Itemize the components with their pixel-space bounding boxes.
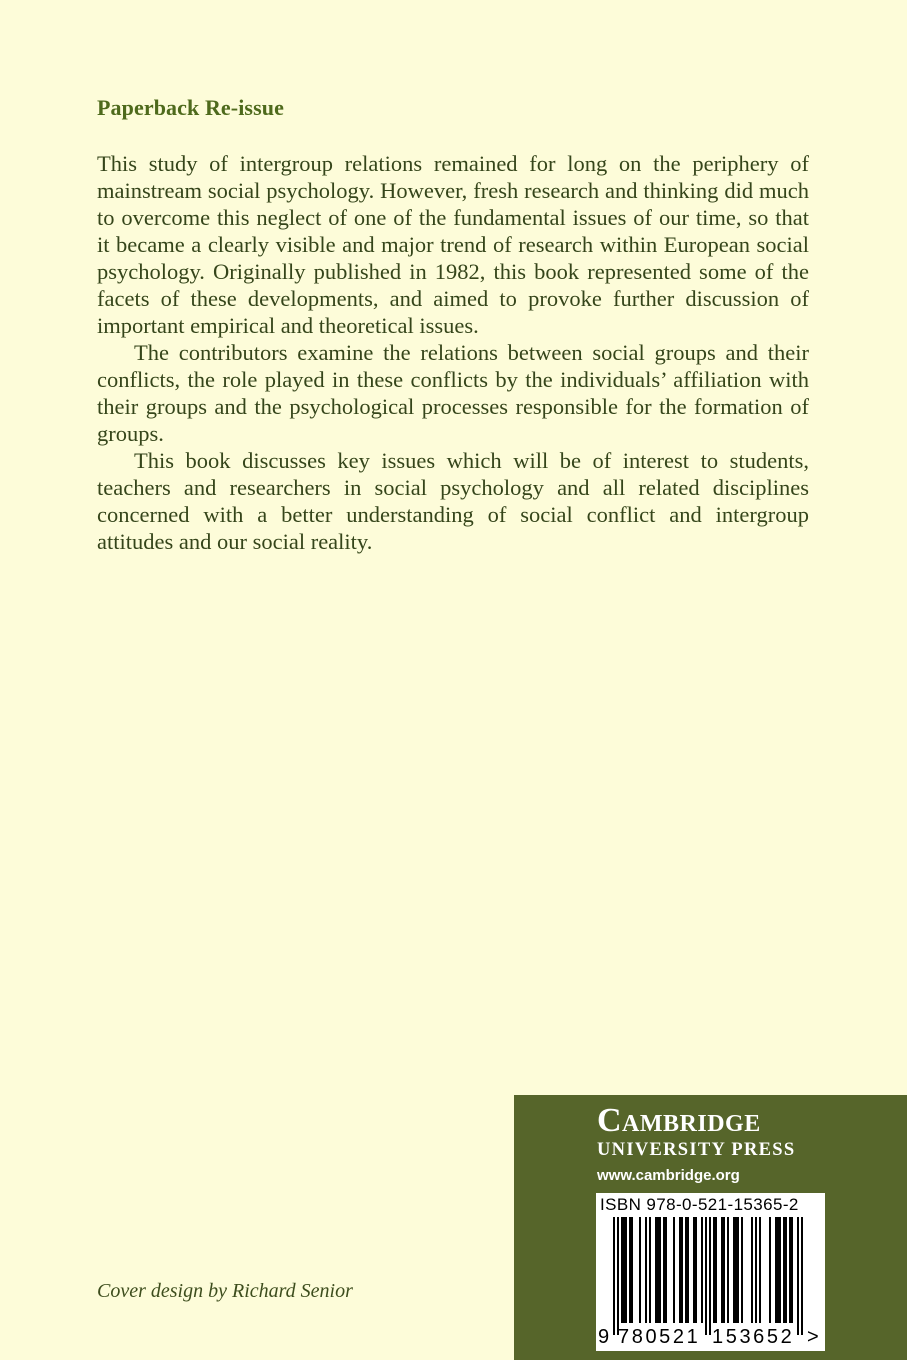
barcode-bar <box>645 1217 647 1323</box>
barcode-bar <box>733 1217 735 1323</box>
cover-design-credit: Cover design by Richard Senior <box>97 1280 353 1302</box>
publisher-logo: Cambridge <box>597 1102 761 1139</box>
isbn-label: ISBN 978-0-521-15365-2 <box>600 1195 799 1214</box>
barcode-guard-bar <box>617 1217 619 1335</box>
barcode-guard-bar <box>801 1217 803 1335</box>
barcode-bar <box>665 1217 667 1323</box>
barcode-bar <box>735 1217 737 1323</box>
barcode-bar <box>741 1217 743 1323</box>
barcode-bar <box>629 1217 631 1323</box>
barcode-bar <box>727 1217 729 1323</box>
barcode-bar <box>685 1217 687 1323</box>
barcode-bar <box>659 1217 661 1323</box>
barcode-guard-bar <box>709 1217 711 1335</box>
blurb-text <box>97 150 809 555</box>
publisher-subtitle: UNIVERSITY PRESS <box>597 1140 796 1160</box>
barcode-bar <box>663 1217 665 1323</box>
barcode-bar <box>759 1217 761 1323</box>
publisher-website: www.cambridge.org <box>597 1167 740 1184</box>
publisher-panel <box>514 1095 907 1360</box>
barcode-bar <box>657 1217 659 1323</box>
blurb-paragraph: This study of intergroup relations remained for long on the periphery of mainstream social psychology. However, fresh research and thinking did much to overcome this neglect of one of the fundamental issues of our time, so that it became a clearly visible and major trend of research within European social psychology. Originally published in 1982, this book represented some of the facets of these developments, and aimed to provoke further discussion of important empirical and theoretical issues. <box>97 151 809 338</box>
barcode-guard-bar <box>705 1217 707 1335</box>
barcode-guard-bar <box>613 1217 615 1335</box>
barcode-bar <box>639 1217 641 1323</box>
barcode-bar <box>737 1217 739 1323</box>
isbn-barcode <box>596 1193 825 1351</box>
barcode-bar <box>783 1217 785 1323</box>
barcode-bar <box>775 1217 777 1323</box>
barcode-quiet-mark: > <box>807 1326 819 1348</box>
barcode-lead-digit: 9 <box>598 1326 610 1348</box>
barcode-bar <box>695 1217 697 1323</box>
barcode-right-digits: 153652 <box>712 1326 795 1348</box>
barcode-bar <box>721 1217 723 1323</box>
barcode-bar <box>715 1217 717 1323</box>
barcode-bar <box>621 1217 623 1323</box>
barcode-bar <box>789 1217 791 1323</box>
barcode-bar <box>723 1217 725 1323</box>
barcode-bar <box>701 1217 703 1323</box>
barcode-bar <box>785 1217 787 1323</box>
barcode-bar <box>681 1217 683 1323</box>
barcode-bar <box>777 1217 779 1323</box>
blurb-paragraph: The contributors examine the relations between social groups and their conflicts, the role played in these conflicts by the individuals’ affiliation with their groups and the psychological processes responsible for the formation of groups. <box>97 340 809 446</box>
barcode-bar <box>713 1217 715 1323</box>
barcode-bar <box>779 1217 781 1323</box>
barcode-bar <box>623 1217 625 1323</box>
barcode-bar <box>687 1217 689 1323</box>
barcode-guard-bar <box>797 1217 799 1335</box>
barcode-bar <box>655 1217 657 1323</box>
barcode-bar <box>791 1217 793 1323</box>
barcode-bar <box>693 1217 695 1323</box>
barcode-bar <box>649 1217 651 1323</box>
blurb-paragraph: This book discusses key issues which will be of interest to students, teachers and researchers in social psychology and all related disciplines concerned with a better understanding of social conflict and intergroup attitudes and our social reality. <box>97 448 809 554</box>
barcode-left-digits: 780521 <box>618 1326 701 1348</box>
barcode-bar <box>673 1217 675 1323</box>
section-heading: Paperback Re-issue <box>97 95 284 120</box>
barcode-bar <box>755 1217 757 1323</box>
barcode-bar <box>751 1217 753 1323</box>
barcode-bar <box>679 1217 681 1323</box>
barcode-bar <box>631 1217 633 1323</box>
barcode-bar <box>769 1217 771 1323</box>
barcode-bar <box>625 1217 627 1323</box>
